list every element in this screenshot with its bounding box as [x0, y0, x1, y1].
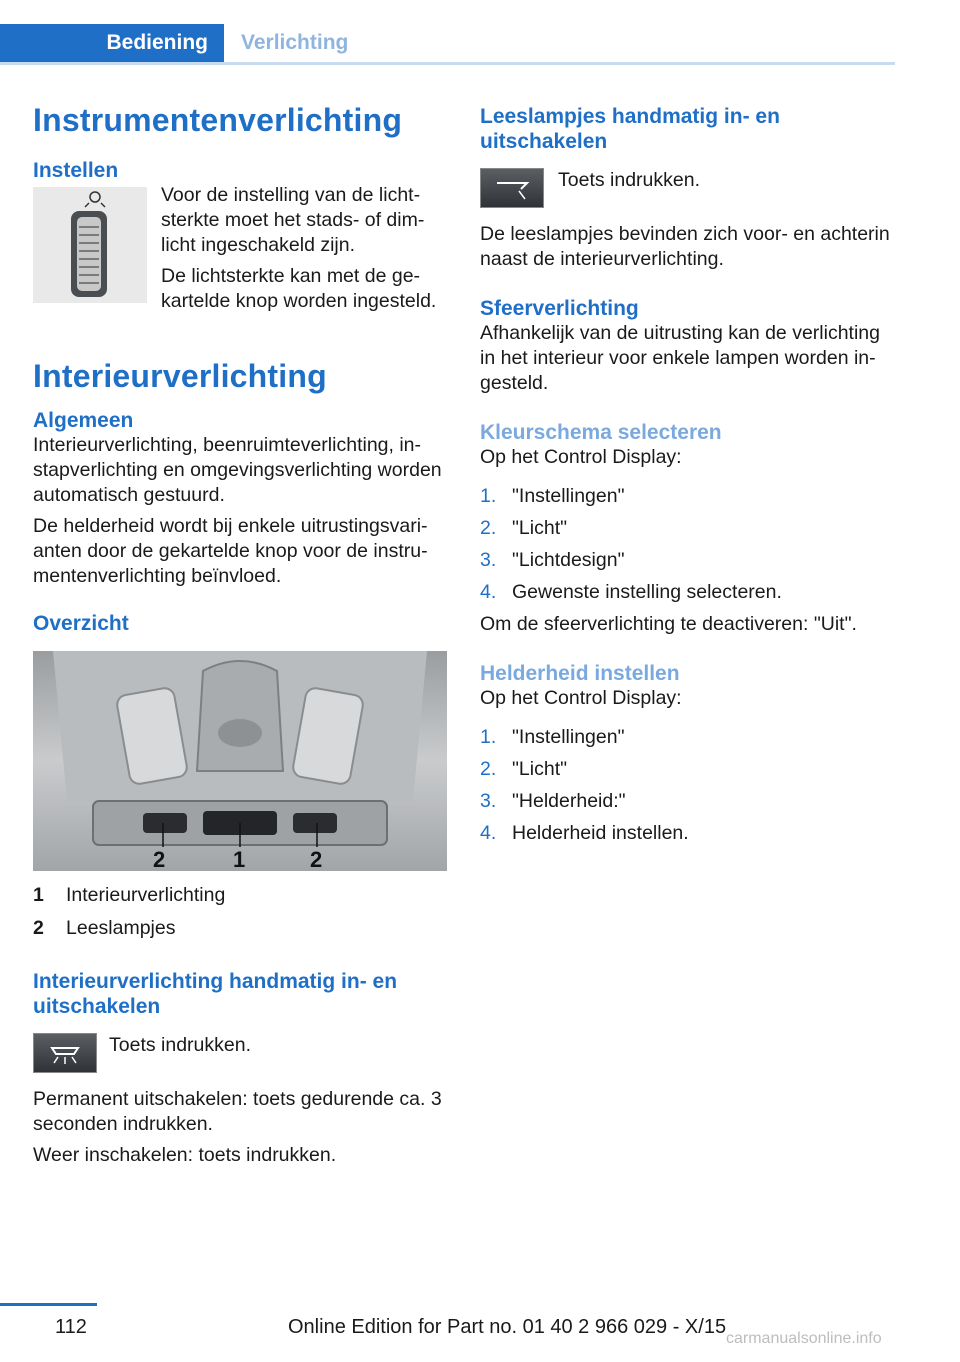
right-column — [480, 104, 900, 853]
step-text: Helderheid instellen. — [512, 822, 689, 844]
footer-accent-line — [0, 1303, 97, 1306]
algemeen-paragraph-1: Interieurverlichting, beenruimteverlichting, instapverlichting en omgevingsverlichting worden automatisch gestuurd. — [33, 434, 442, 506]
list-item — [480, 548, 900, 573]
heading-helderheid: Helderheid instellen — [480, 662, 680, 685]
kleur-steps — [480, 484, 900, 605]
leeslampjes-toets-text: Toets indrukken. — [558, 169, 700, 191]
kleur-intro: Op het Control Display: — [480, 446, 682, 468]
reading-light-icon — [481, 169, 543, 207]
knurled-knob-image — [33, 187, 147, 303]
heading-algemeen: Algemeen — [33, 409, 134, 432]
callout-1: 1 — [233, 847, 246, 871]
step-text: Gewenste instelling selecteren. — [512, 581, 782, 603]
heading-interieurverlichting: Interieurverlichting — [33, 358, 327, 394]
list-item — [480, 484, 900, 509]
instellen-paragraph-2: De lichtsterkte kan met de gekartelde knop worden ingesteld. — [161, 265, 437, 312]
heading-sfeerverlichting: Sfeerverlichting — [480, 297, 639, 320]
sfeer-paragraph: Afhankelijk van de uitrusting kan de verlichting in het interieur voor enkele lampen worden ingesteld. — [480, 322, 880, 394]
heading-overzicht: Overzicht — [33, 612, 129, 635]
heading-instellen: Instellen — [33, 159, 119, 182]
step-text: "Licht" — [512, 758, 568, 780]
step-number: 2. — [480, 517, 497, 539]
callout-2-right: 2 — [310, 847, 323, 871]
helder-steps — [480, 725, 900, 846]
algemeen-paragraph-2: De helderheid wordt bij enkele uitrustingsvarianten door de gekartelde knop voor de instrumentenverlichting beïnvloed. — [33, 515, 428, 587]
step-text: "Helderheid:" — [512, 790, 626, 812]
step-text: "Instellingen" — [512, 726, 625, 748]
heading-leeslampjes: Leeslampjes handmatig in- en uitschakelen — [480, 105, 780, 153]
step-text: "Lichtdesign" — [512, 549, 625, 571]
weer-paragraph: Weer inschakelen: toets indrukken. — [33, 1144, 337, 1166]
tab-bediening[interactable]: Bediening — [0, 24, 224, 62]
tab-verlichting[interactable]: Verlichting — [241, 31, 349, 54]
kleur-outro: Om de sfeerverlichting te deactiveren: "Uit". — [480, 613, 857, 635]
step-number: 3. — [480, 790, 497, 812]
legend-item — [33, 916, 447, 941]
legend-text: Interieurverlichting — [66, 884, 226, 906]
list-item — [480, 789, 900, 814]
header-tabbar — [0, 24, 895, 65]
step-text: "Instellingen" — [512, 485, 625, 507]
list-item — [480, 580, 900, 605]
list-item — [480, 757, 900, 782]
interior-light-icon — [34, 1034, 96, 1072]
legend-item — [33, 883, 447, 908]
edition-info: Online Edition for Part no. 01 40 2 966 029 - X/15 — [288, 1316, 727, 1338]
list-item — [480, 725, 900, 750]
instellen-paragraph-1: Voor de instelling van de lichtsterkte moet het stads- of dimlicht ingeschakeld zijn. — [161, 184, 425, 256]
overview-legend — [33, 883, 447, 941]
callout-2-left: 2 — [153, 847, 166, 871]
step-number: 1. — [480, 485, 497, 507]
interieur-toets-block — [33, 1033, 447, 1073]
knurled-knob-icon — [33, 187, 147, 303]
ceiling-console-illustration — [33, 651, 447, 871]
step-number: 3. — [480, 549, 497, 571]
legend-number: 2 — [33, 917, 44, 939]
watermark: carmanualsonline.info — [726, 1330, 882, 1347]
step-number: 4. — [480, 581, 497, 603]
step-text: "Licht" — [512, 517, 568, 539]
left-column — [33, 100, 447, 1168]
heading-interieur-handmatig: Interieurverlichting handmatig in- en uitschakelen — [33, 970, 398, 1018]
heading-kleurschema: Kleurschema selecteren — [480, 421, 722, 444]
interieur-toets-text: Toets indrukken. — [109, 1034, 251, 1056]
step-number: 4. — [480, 822, 497, 844]
instellen-block — [33, 161, 447, 314]
list-item — [480, 821, 900, 846]
helder-intro: Op het Control Display: — [480, 687, 682, 709]
step-number: 2. — [480, 758, 497, 780]
leeslampjes-paragraph: De leeslampjes bevinden zich voor- en achterin naast de interieurverlichting. — [480, 223, 890, 270]
overview-image — [33, 651, 447, 871]
leeslampjes-toets-block — [480, 168, 900, 208]
list-item — [480, 516, 900, 541]
interior-light-button-image — [33, 1033, 97, 1073]
legend-number: 1 — [33, 884, 44, 906]
heading-instrumentenverlichting: Instrumentenverlichting — [33, 102, 403, 138]
permanent-paragraph: Permanent uitschakelen: toets gedurende ca. 3 seconden indrukken. — [33, 1088, 442, 1135]
page-number: 112 — [55, 1316, 87, 1338]
legend-text: Leeslampjes — [66, 917, 176, 939]
step-number: 1. — [480, 726, 497, 748]
reading-light-button-image — [480, 168, 544, 208]
